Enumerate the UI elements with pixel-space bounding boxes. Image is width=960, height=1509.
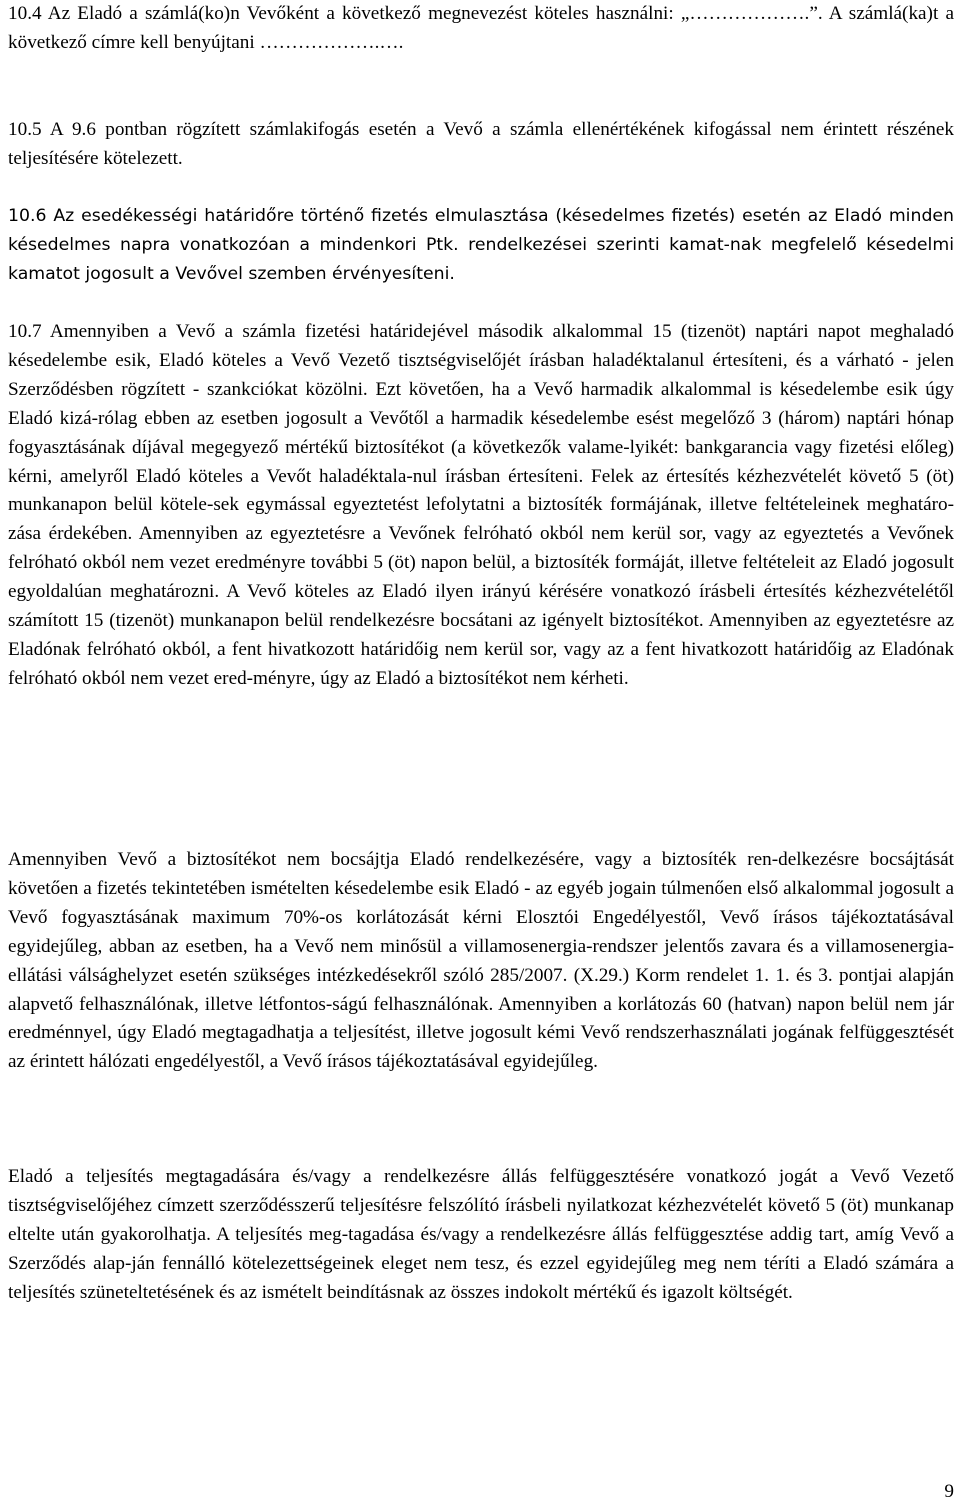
paragraph-10-6: 10.6 Az esedékességi határidőre történő fizetés elmulasztása (késedelmes fizetés) esetén az Eladó minden késedelmes napra vonatkozóan a mindenkori Ptk. rendelkezései szerinti kamat-nak megfelelő késedelmi kamatot jogosult a Vevővel szemben érvényesíteni. <box>8 206 954 284</box>
paragraph-10-4: 10.4 Az Eladó a számlá(ko)n Vevőként a következő megnevezést köteles használni: „……………….”. A számlá(ka)t a következő címre kell benyújtani ……………….…. <box>8 3 954 53</box>
paragraph-10-7: 10.7 Amennyiben a Vevő a számla fizetési határidejével második alkalommal 15 (tizenöt) naptári napot meghaladó késedelembe esik, Eladó köteles a Vevő Vezető tisztségviselőjét írásban haladéktalanul értesíteni, és a várható - jelen Szerződésben rögzített - szankciókat közölni. Ezt követően, ha a Vevő harmadik alkalommal is késedelembe esik úgy Eladó kizá-rólag ebben az esetben jogosult a Vevőtől a harmadik késedelembe esést megelőző 3 (három) naptári hónap fogyasztásának díjával megegyező mértékű biztosítékot (a következők valame-lyikét: bankgarancia vagy fizetési előleg) kérni, amelyről Eladó köteles a Vevőt haladéktala-nul írásban értesíteni. Felek az értesítés kézhezvételét követő 5 (öt) munkanapon belül kötele-sek egymással egyeztetést lefolytatni a biztosíték formájának, illetve feltételeinek meghatáro-zása érdekében. Amennyiben az egyeztetésre a Vevőnek felróható okból nem kerül sor, vagy az egyeztetés a Vevőnek felróható okból nem vezet eredményre további 5 (öt) napon belül, a biztosíték formáját, illetve feltételeit az Eladó jogosult egyoldalúan meghatározni. A Vevő köteles az Eladó ilyen irányú kérésére vonatkozó írásbeli értesítés kézhezvételétől számított 15 (tizenöt) munkanapon belül rendelkezésre bocsátani az igényelt biztosítékot. Amennyiben az egyeztetésre az Eladónak felróható okból, a fent hivatkozott határidőig nem kerül sor, vagy az a fent hivatkozott határidőig az Eladónak felróható okból nem vezet ered-ményre, úgy az Eladó a biztosítékot nem kérheti. <box>8 321 954 689</box>
paragraph-10-5: 10.5 A 9.6 pontban rögzített számlakifogás esetén a Vevő a számla ellenértékének kifogással nem érintett részének teljesítésére kötelezett. <box>8 119 954 169</box>
paragraph-performance-refusal: Eladó a teljesítés megtagadására és/vagy a rendelkezésre állás felfüggesztésére vonatkozó jogát a Vevő Vezető tisztségviselőjéhez címzett szerződésszerű teljesítésre felszólító írásbeli nyilatkozat kézhezvételét követő 5 (öt) munkanap eltelte után gyakorolhatja. A teljesítés meg-tagadása és/vagy a rendelkezésre állás felfüggesztése addig tart, amíg Vevő a Szerződés alap-ján fennálló kötelezettségeinek eleget nem tesz, és ezzel egyidejűleg meg nem téríti a Eladó számára a teljesítés szüneteltetésének és az ismételt beindításnak az összes indokolt mértékű és igazolt költségét. <box>8 1166 954 1303</box>
page-number: 9 <box>944 1481 954 1502</box>
paragraph-consumption-limit: Amennyiben Vevő a biztosítékot nem bocsájtja Eladó rendelkezésére, vagy a biztosíték ren-delkezésre bocsájtását követően a fizetés tekintetében ismételten késedelembe esik Eladó - az egyéb jogain túlmenően első alkalommal jogosult a Vevő fogyasztásának maximum 70%-os korlátozását kérni Elosztói Engedélyestől, Vevő írásos tájékoztatásával egyidejűleg, abban az esetben, ha a Vevő nem minősül a villamosenergia-rendszer jelentős zavara és a villamosenergia-ellátási válsághelyzet esetén szükséges intézkedésekről szóló 285/2007. (X.29.) Korm rendelet 1. 1. és 3. pontjai alapján alapvető felhasználónak, illetve létfontos-ságú felhasználónak. Amennyiben a korlátozás 60 (hatvan) napon belül nem jár eredménnyel, úgy Eladó megtagadhatja a teljesítést, illetve jogosult kémi Vevő rendszerhasználati jogának felfüggesztését az érintett hálózati engedélyestől, a Vevő írásos tájékoztatásával egyidejűleg. <box>8 849 954 1073</box>
